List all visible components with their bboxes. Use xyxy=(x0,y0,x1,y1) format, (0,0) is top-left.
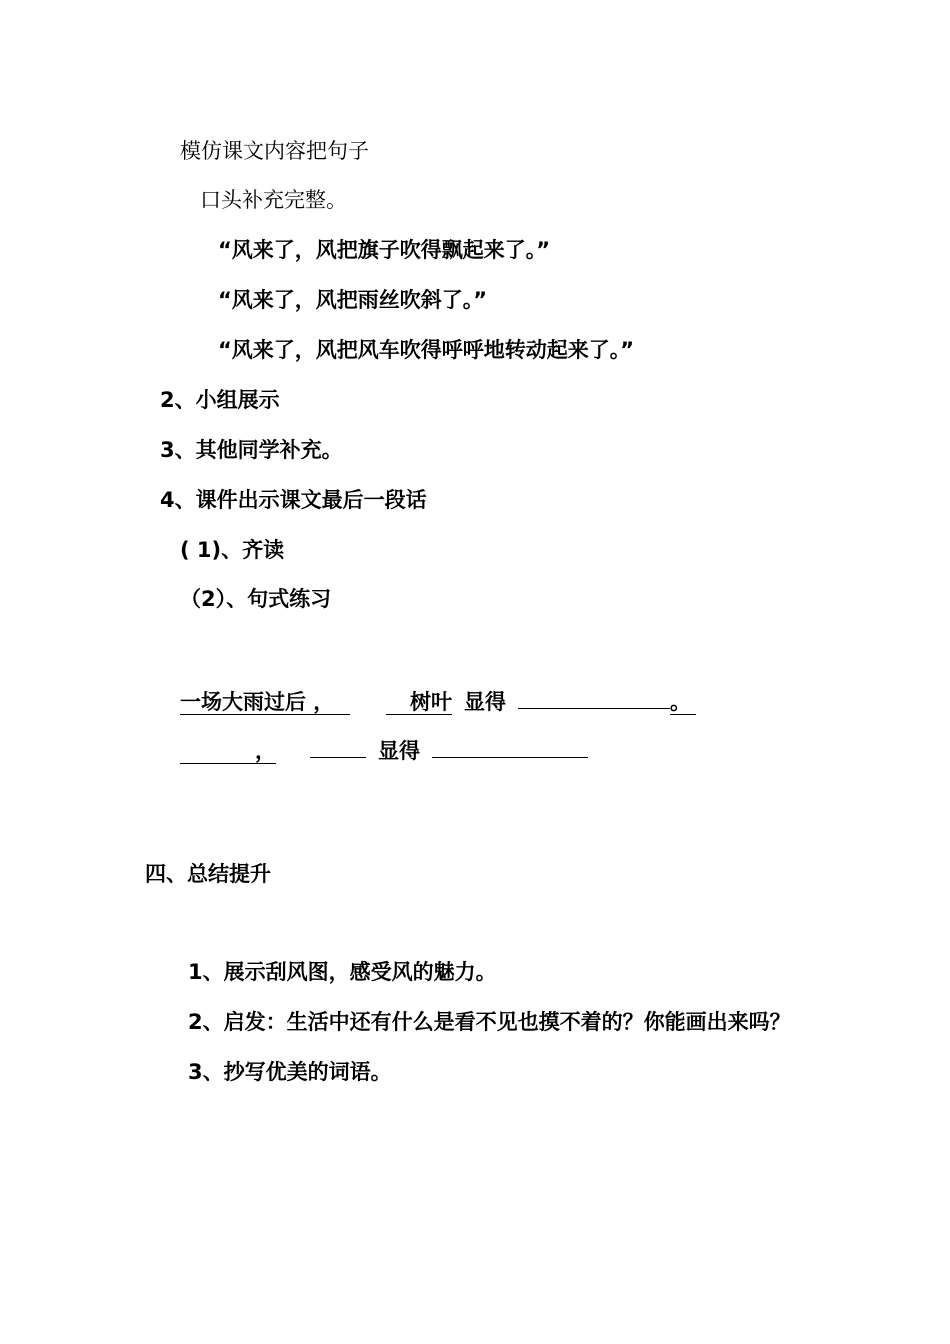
sub-item-1-read-aloud: ( 1)、齐读 xyxy=(180,538,285,562)
exercise-row-1 xyxy=(180,686,696,716)
sub-item-2-sentence-practice: （2）、句式练习 xyxy=(180,587,332,611)
exercise-verb-2: 显得 xyxy=(378,739,420,763)
summary-item-1: 1、展示刮风图，感受风的魅力。 xyxy=(188,960,497,984)
item-2-group-display: 2、小组展示 xyxy=(160,388,280,412)
intro-line-1: 模仿课文内容把句子 xyxy=(180,139,369,163)
exercise-subject: 树叶 xyxy=(386,690,452,715)
summary-item-3: 3、抄写优美的词语。 xyxy=(188,1060,392,1084)
exercise-verb-1: 显得 xyxy=(464,690,506,714)
item-3-classmates-supplement: 3、其他同学补充。 xyxy=(160,438,343,462)
exercise-period: 。 xyxy=(670,690,696,715)
example-sentence-3: “风来了，风把风车吹得呼呼地转动起来了。” xyxy=(218,338,635,362)
exercise-phrase: 一场大雨过后 ， xyxy=(180,690,350,715)
example-sentence-1: “风来了，风把旗子吹得飘起来了。” xyxy=(218,238,551,262)
answer-blank-2[interactable] xyxy=(310,735,366,758)
intro-line-2: 口头补充完整。 xyxy=(200,188,347,212)
item-4-courseware-paragraph: 4、课件出示课文最后一段话 xyxy=(160,488,427,512)
answer-blank-1[interactable] xyxy=(518,686,670,709)
exercise-comma-blank[interactable]: ， xyxy=(180,739,276,764)
summary-item-2: 2、启发：生活中还有什么是看不见也摸不着的？你能画出来吗？ xyxy=(188,1010,791,1034)
answer-blank-3[interactable] xyxy=(432,735,588,758)
section-4-heading: 四、总结提升 xyxy=(145,862,271,886)
exercise-row-2 xyxy=(180,735,588,765)
example-sentence-2: “风来了，风把雨丝吹斜了。” xyxy=(218,288,488,312)
